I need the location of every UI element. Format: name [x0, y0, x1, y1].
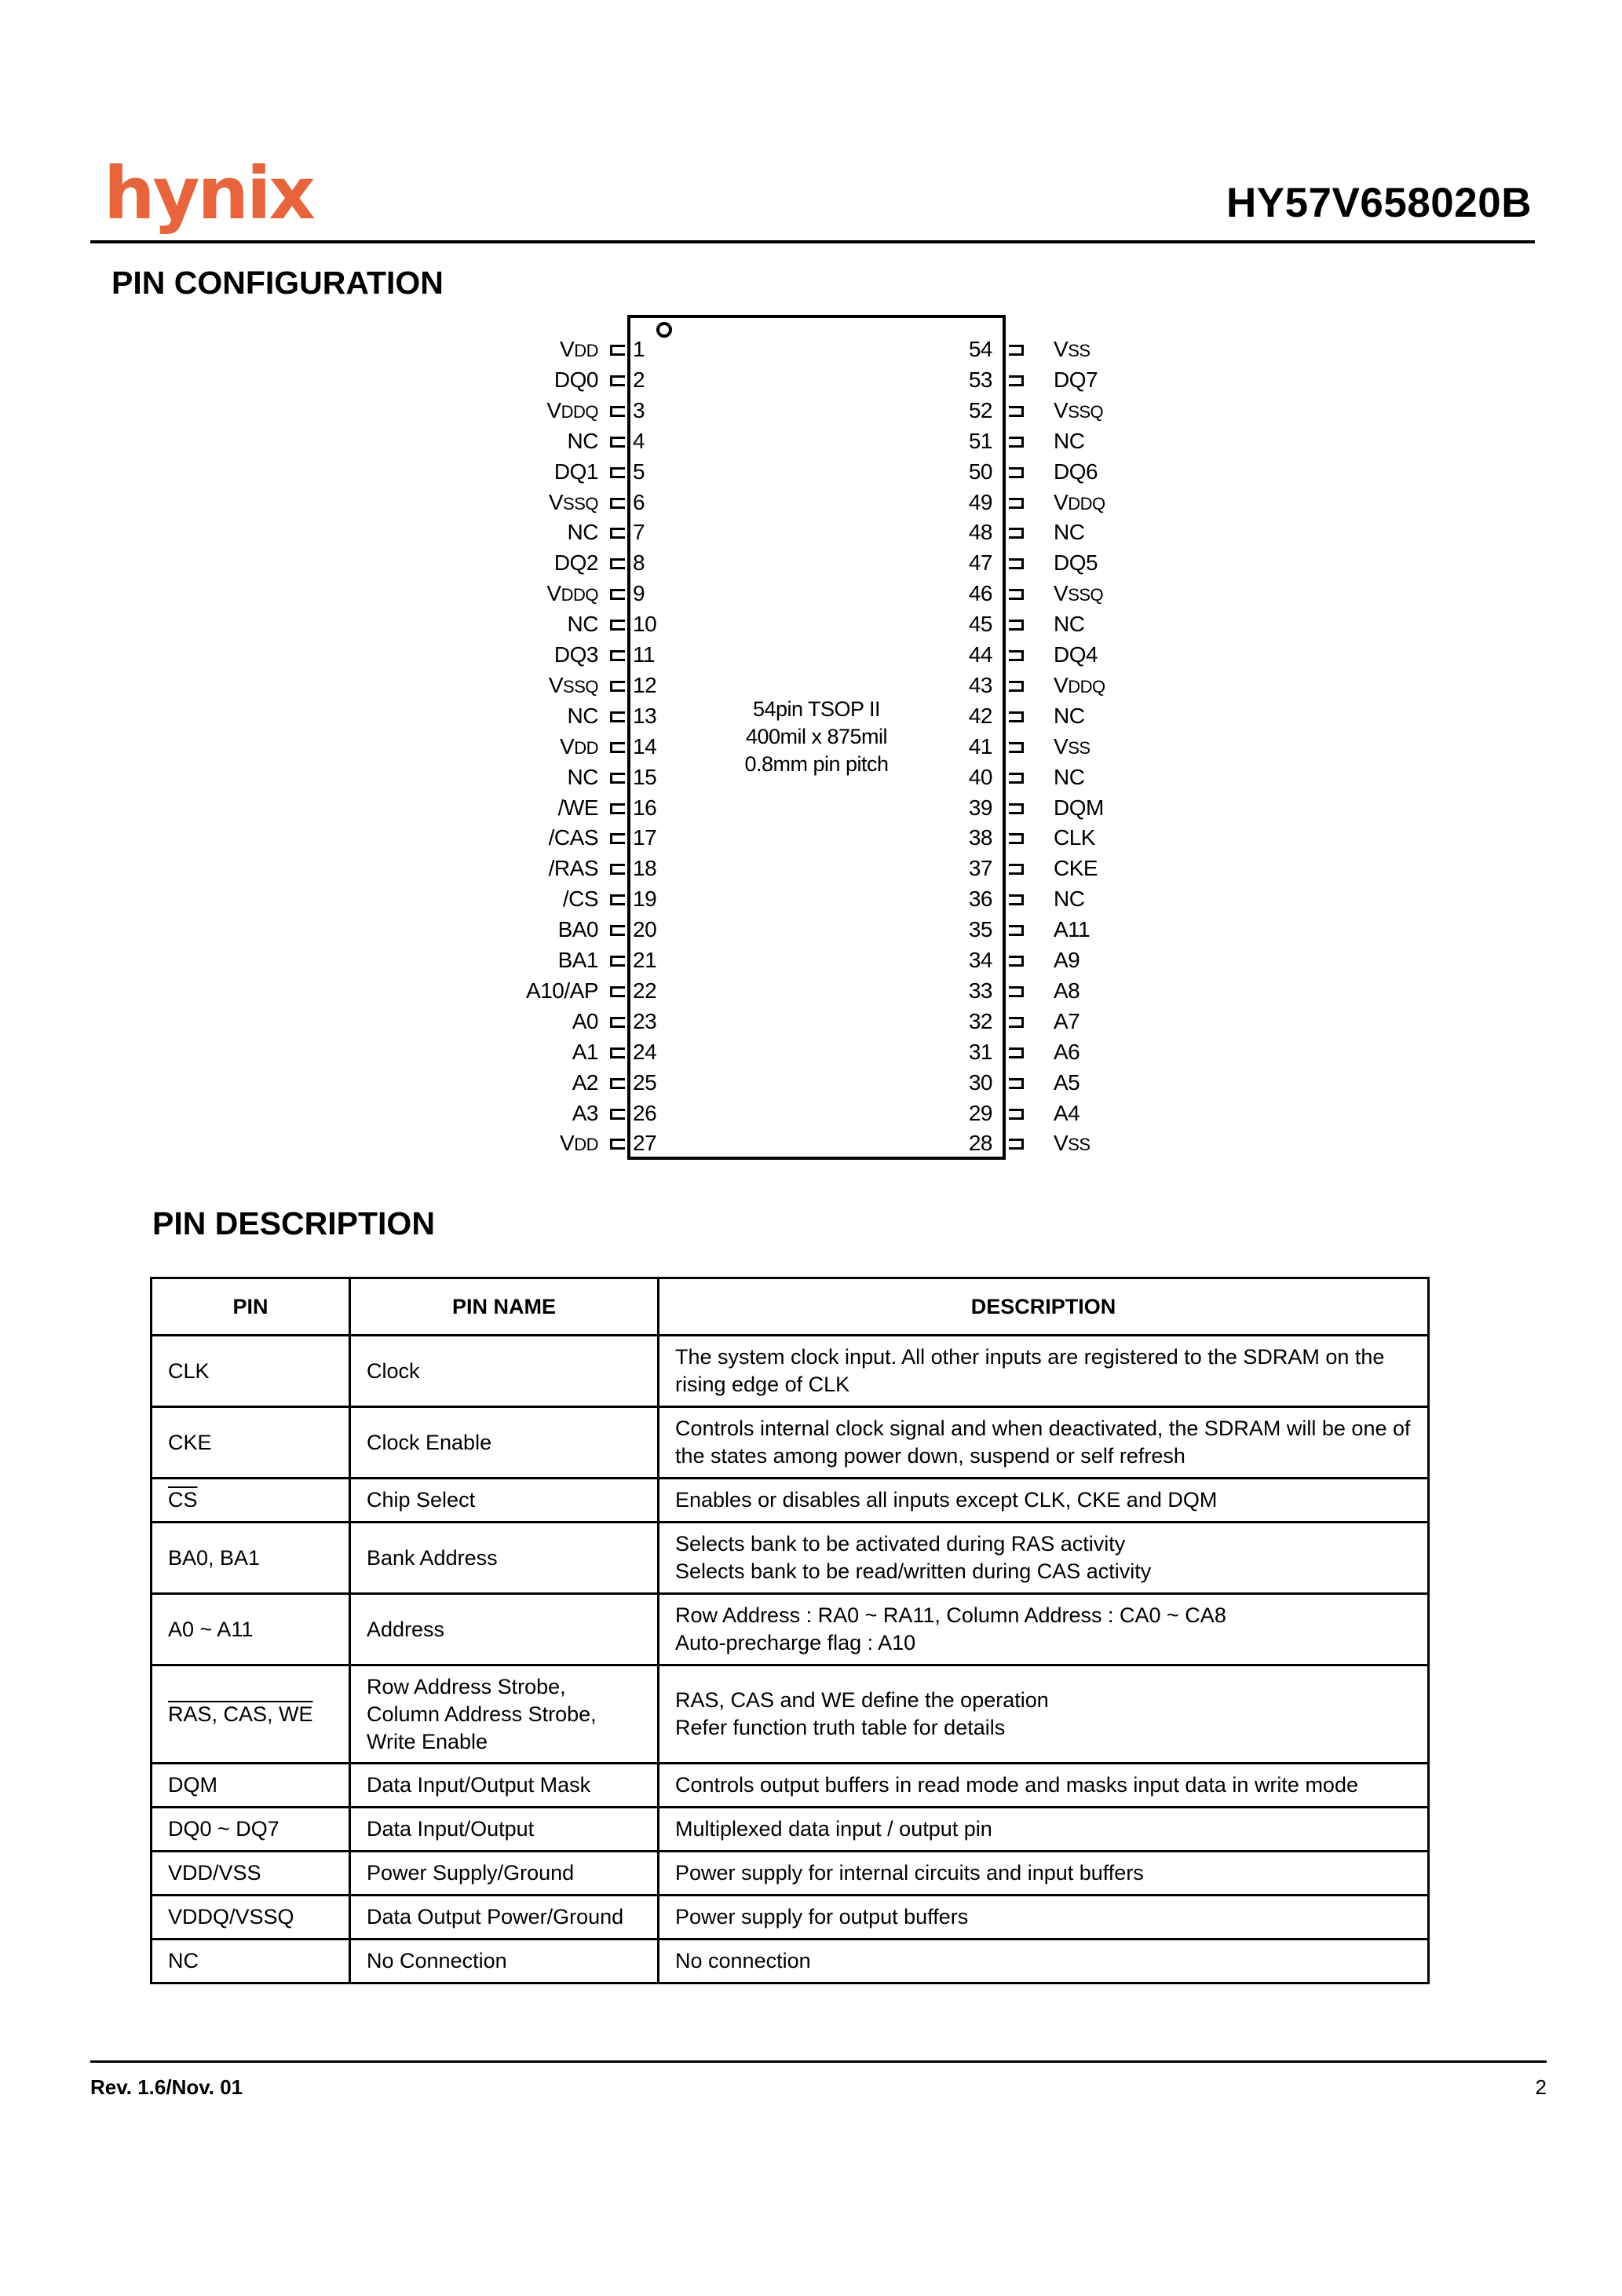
left-pin-number: 10 — [633, 612, 657, 636]
pin-lead-icon — [610, 345, 625, 356]
right-pin-name: NC — [1054, 520, 1085, 544]
pin-row — [0, 549, 1622, 577]
left-pin-number: 15 — [633, 765, 657, 789]
pin-lead-icon — [1009, 956, 1024, 967]
left-pin-name: /CAS — [548, 825, 598, 850]
table-row — [152, 1940, 1429, 1983]
left-pin-name: NC — [567, 429, 598, 453]
header-pin: PIN — [152, 1278, 350, 1336]
right-pin-name: VDDQ — [1054, 673, 1105, 697]
pin-row — [0, 488, 1622, 517]
pin-cell: VDD/VSS — [152, 1852, 350, 1896]
right-pin-number: 30 — [968, 1070, 992, 1095]
pin-lead-icon — [1009, 742, 1024, 753]
pin-name-line: Column Address Strobe, — [367, 1702, 597, 1726]
table-row — [152, 1764, 1429, 1808]
table-row — [152, 1479, 1429, 1523]
left-pin-name: NC — [567, 520, 598, 544]
description-cell — [659, 1594, 1429, 1665]
right-pin-number: 52 — [968, 398, 992, 422]
pin-lead-icon — [610, 620, 625, 631]
right-pin-number: 47 — [968, 550, 992, 575]
left-pin-name: A3 — [572, 1101, 598, 1125]
revision-label: Rev. 1.6/Nov. 01 — [90, 2075, 243, 2099]
pin-lead-icon — [610, 833, 625, 844]
pin-name-cell: No Connection — [350, 1940, 659, 1983]
pin-lead-icon — [610, 650, 625, 661]
pin-lead-icon — [1009, 1017, 1024, 1028]
description-cell: No connection — [659, 1940, 1429, 1983]
left-pin-name: A10/AP — [526, 978, 598, 1003]
pin-lead-icon — [610, 467, 625, 478]
svg-text:hynix: hynix — [104, 154, 313, 236]
pin-name-line: Row Address Strobe, — [367, 1674, 566, 1698]
left-pin-number: 5 — [633, 459, 645, 484]
description-cell — [659, 1665, 1429, 1764]
right-pin-name: NC — [1054, 887, 1085, 911]
left-pin-number: 18 — [633, 856, 657, 880]
left-pin-name: NC — [567, 704, 598, 728]
right-pin-number: 31 — [968, 1040, 992, 1064]
left-pin-name: DQ2 — [553, 550, 598, 575]
package-caption-line: 0.8mm pin pitch — [744, 752, 889, 776]
pin-lead-icon — [1009, 650, 1024, 661]
right-pin-number: 37 — [968, 856, 992, 880]
package-caption-line: 400mil x 875mil — [745, 725, 888, 748]
description-line: Refer function truth table for details — [675, 1716, 1006, 1739]
pin-name-cell: Data Input/Output — [350, 1808, 659, 1852]
left-pin-name: BA1 — [557, 948, 598, 972]
pin-lead-icon — [1009, 406, 1024, 417]
left-pin-number: 17 — [633, 825, 657, 850]
left-pin-number: 23 — [633, 1009, 657, 1033]
right-pin-number: 33 — [968, 978, 992, 1003]
pin-lead-icon — [610, 1078, 625, 1089]
right-pin-name: VSS — [1054, 1131, 1090, 1155]
pin-lead-icon — [610, 558, 625, 569]
right-pin-number: 42 — [968, 704, 992, 728]
left-pin-number: 25 — [633, 1070, 657, 1095]
left-pin-name: DQ1 — [553, 459, 598, 484]
pin-row — [0, 397, 1622, 425]
left-pin-number: 11 — [633, 642, 656, 667]
pin-lead-icon — [610, 437, 625, 448]
description-line: Auto-precharge flag : A10 — [675, 1631, 916, 1654]
left-pin-name: NC — [567, 612, 598, 636]
pin-cell: BA0, BA1 — [152, 1523, 350, 1594]
pin-lead-icon — [1009, 711, 1024, 722]
description-line: Selects bank to be activated during RAS activity — [675, 1532, 1126, 1556]
right-pin-name: A5 — [1054, 1070, 1080, 1095]
left-pin-name: VSSQ — [548, 490, 598, 514]
right-pin-number: 40 — [968, 765, 992, 789]
pin-lead-icon — [1009, 1109, 1024, 1120]
left-pin-name: A2 — [572, 1070, 598, 1095]
left-pin-number: 8 — [633, 550, 645, 575]
pin-name-cell: Data Output Power/Ground — [350, 1896, 659, 1940]
left-pin-number: 26 — [633, 1101, 657, 1125]
pin-lead-icon — [610, 894, 625, 905]
left-pin-number: 16 — [633, 795, 657, 820]
pin-lead-icon — [610, 528, 625, 539]
pin-lead-icon — [610, 1109, 625, 1120]
table-row — [152, 1852, 1429, 1896]
table-header-row — [152, 1278, 1429, 1336]
left-pin-number: 1 — [633, 337, 645, 361]
package-caption-line: 54pin TSOP II — [752, 697, 881, 721]
pin-name-line: Write Enable — [367, 1729, 488, 1753]
pin-name-cell: Clock — [350, 1336, 659, 1407]
pin-lead-icon — [610, 711, 625, 722]
pin-lead-icon — [1009, 803, 1024, 814]
description-line: Row Address : RA0 ~ RA11, Column Address : CA0 ~ CA8 — [675, 1603, 1226, 1627]
right-pin-number: 32 — [968, 1009, 992, 1033]
pin-lead-icon — [610, 406, 625, 417]
header-rule — [90, 240, 1535, 243]
left-pin-number: 22 — [633, 978, 657, 1003]
right-pin-number: 44 — [968, 642, 992, 667]
right-pin-number: 54 — [968, 337, 992, 361]
pin-cell: A0 ~ A11 — [152, 1594, 350, 1665]
part-number: HY57V658020B — [1226, 180, 1532, 226]
description-cell: The system clock input. All other inputs are registered to the SDRAM on the rising edge of CLK — [659, 1336, 1429, 1407]
description-cell: Controls internal clock signal and when deactivated, the SDRAM will be one of the states among power down, suspend or self refresh — [659, 1407, 1429, 1479]
description-cell: Power supply for internal circuits and input buffers — [659, 1852, 1429, 1896]
right-pin-number: 34 — [968, 948, 992, 972]
pin-name-cell: Power Supply/Ground — [350, 1852, 659, 1896]
left-pin-name: VDDQ — [546, 398, 598, 422]
pin-row — [0, 1007, 1622, 1036]
pin-lead-icon — [610, 375, 625, 386]
pin-description-title: PIN DESCRIPTION — [152, 1205, 435, 1241]
right-pin-number: 41 — [968, 734, 992, 759]
pin-name-cell: Chip Select — [350, 1479, 659, 1523]
left-pin-name: VDD — [560, 337, 598, 361]
description-cell — [659, 1523, 1429, 1594]
left-pin-name: VDDQ — [546, 581, 598, 605]
right-pin-number: 28 — [968, 1131, 992, 1155]
right-pin-number: 36 — [968, 887, 992, 911]
pin-lead-icon — [1009, 1047, 1024, 1058]
pin-row — [0, 733, 1622, 761]
table-row — [152, 1808, 1429, 1852]
header-description: DESCRIPTION — [659, 1278, 1429, 1336]
pin-lead-icon — [610, 681, 625, 692]
left-pin-number: 4 — [633, 429, 645, 453]
right-pin-name: A4 — [1054, 1101, 1080, 1125]
left-pin-name: VDD — [560, 734, 598, 759]
left-pin-name: /RAS — [548, 856, 598, 880]
left-pin-number: 20 — [633, 917, 657, 941]
left-pin-number: 9 — [633, 581, 645, 605]
left-pin-name: DQ0 — [553, 367, 598, 392]
left-pin-number: 6 — [633, 490, 645, 514]
pin-lead-icon — [610, 1017, 625, 1028]
description-cell: Enables or disables all inputs except CLK, CKE and DQM — [659, 1479, 1429, 1523]
pin-lead-icon — [610, 498, 625, 509]
page-number: 2 — [1535, 2075, 1547, 2099]
right-pin-name: CKE — [1054, 856, 1098, 880]
right-pin-name: DQ5 — [1054, 550, 1098, 575]
table-row — [152, 1594, 1429, 1665]
description-line: Selects bank to be read/written during CAS activity — [675, 1559, 1152, 1583]
right-pin-number: 35 — [968, 917, 992, 941]
right-pin-name: A11 — [1054, 917, 1090, 941]
hynix-logo — [104, 154, 331, 248]
pin-lead-icon — [1009, 498, 1024, 509]
pin-lead-icon — [1009, 1078, 1024, 1089]
pin-lead-icon — [1009, 833, 1024, 844]
pin-row — [0, 579, 1622, 608]
description-cell: Controls output buffers in read mode and masks input data in write mode — [659, 1764, 1429, 1808]
footer-rule — [90, 2060, 1547, 2063]
pin-row — [0, 641, 1622, 669]
left-pin-name: /WE — [557, 795, 598, 820]
pin-lead-icon — [610, 864, 625, 875]
pin-lead-icon — [610, 803, 625, 814]
right-pin-name: VSS — [1054, 734, 1090, 759]
pin-lead-icon — [610, 956, 625, 967]
left-pin-number: 19 — [633, 887, 657, 911]
pin-lead-icon — [1009, 345, 1024, 356]
right-pin-name: DQM — [1054, 795, 1104, 820]
pin-lead-icon — [1009, 864, 1024, 875]
description-cell: Power supply for output buffers — [659, 1896, 1429, 1940]
left-pin-name: A0 — [572, 1009, 598, 1033]
pin-lead-icon — [610, 589, 625, 600]
table-row — [152, 1407, 1429, 1479]
pin-cell: NC — [152, 1940, 350, 1983]
right-pin-name: NC — [1054, 612, 1085, 636]
pin-row — [0, 366, 1622, 394]
pin-configuration-title: PIN CONFIGURATION — [111, 265, 444, 301]
left-pin-number: 3 — [633, 398, 645, 422]
pin-row — [0, 794, 1622, 822]
left-pin-number: 7 — [633, 520, 645, 544]
pin-row — [0, 824, 1622, 852]
pin-row — [0, 1129, 1622, 1157]
right-pin-name: VSSQ — [1054, 581, 1104, 605]
right-pin-number: 49 — [968, 490, 992, 514]
pin-name-cell: Clock Enable — [350, 1407, 659, 1479]
right-pin-name: VDDQ — [1054, 490, 1105, 514]
pin-row — [0, 671, 1622, 700]
pin-row — [0, 458, 1622, 486]
pin-lead-icon — [1009, 925, 1024, 936]
pin-lead-icon — [1009, 467, 1024, 478]
pin-row — [0, 1099, 1622, 1128]
pin-lead-icon — [610, 1139, 625, 1150]
pin-lead-icon — [1009, 1139, 1024, 1150]
pin-ras-cas-we: RAS, CAS, WE — [168, 1702, 313, 1726]
pin-cell: DQ0 ~ DQ7 — [152, 1808, 350, 1852]
table-row — [152, 1336, 1429, 1407]
right-pin-name: DQ6 — [1054, 459, 1098, 484]
left-pin-name: DQ3 — [553, 642, 598, 667]
pin-cell — [152, 1479, 350, 1523]
left-pin-name: /CS — [562, 887, 598, 911]
pin-name-cell: Bank Address — [350, 1523, 659, 1594]
pin-cell — [152, 1665, 350, 1764]
right-pin-name: VSSQ — [1054, 398, 1104, 422]
pin-lead-icon — [1009, 894, 1024, 905]
left-pin-name: VSSQ — [548, 673, 598, 697]
description-line: RAS, CAS and WE define the operation — [675, 1688, 1049, 1712]
pin-lead-icon — [1009, 589, 1024, 600]
left-pin-name: A1 — [572, 1040, 598, 1064]
pin-row — [0, 885, 1622, 913]
right-pin-name: NC — [1054, 429, 1085, 453]
pin-lead-icon — [1009, 773, 1024, 784]
right-pin-name: DQ4 — [1054, 642, 1098, 667]
right-pin-number: 45 — [968, 612, 992, 636]
pin-lead-icon — [1009, 528, 1024, 539]
pin-row — [0, 946, 1622, 974]
left-pin-number: 27 — [633, 1131, 657, 1155]
right-pin-number: 48 — [968, 520, 992, 544]
pin-lead-icon — [1009, 437, 1024, 448]
pin-row — [0, 335, 1622, 364]
right-pin-number: 51 — [968, 429, 992, 453]
table-row — [152, 1665, 1429, 1764]
right-pin-name: VSS — [1054, 337, 1090, 361]
pin-row — [0, 763, 1622, 792]
right-pin-name: A9 — [1054, 948, 1080, 972]
pin-name-cell — [350, 1665, 659, 1764]
left-pin-number: 21 — [633, 948, 657, 972]
pin-row — [0, 1069, 1622, 1097]
pin-description-table — [150, 1277, 1430, 1984]
pin-lead-icon — [1009, 375, 1024, 386]
pin-lead-icon — [1009, 986, 1024, 997]
pin-row — [0, 854, 1622, 883]
right-pin-name: NC — [1054, 765, 1085, 789]
right-pin-name: A7 — [1054, 1009, 1080, 1033]
pin-cell: VDDQ/VSSQ — [152, 1896, 350, 1940]
right-pin-number: 29 — [968, 1101, 992, 1125]
pin-lead-icon — [610, 742, 625, 753]
pin-cs: $\overline{CS}$ — [168, 1488, 198, 1512]
pin-lead-icon — [1009, 681, 1024, 692]
pin-cell: DQM — [152, 1764, 350, 1808]
left-pin-name: BA0 — [557, 917, 598, 941]
right-pin-number: 50 — [968, 459, 992, 484]
pin-row — [0, 518, 1622, 547]
left-pin-name: NC — [567, 765, 598, 789]
left-pin-number: 2 — [633, 367, 645, 392]
right-pin-name: DQ7 — [1054, 367, 1098, 392]
right-pin-name: NC — [1054, 704, 1085, 728]
right-pin-name: A6 — [1054, 1040, 1080, 1064]
pin-lead-icon — [610, 986, 625, 997]
description-cell: Multiplexed data input / output pin — [659, 1808, 1429, 1852]
pin-lead-icon — [1009, 558, 1024, 569]
pin-row — [0, 1038, 1622, 1066]
left-pin-number: 24 — [633, 1040, 657, 1064]
right-pin-name: CLK — [1054, 825, 1095, 850]
pin-row — [0, 427, 1622, 455]
pin-cell: CKE — [152, 1407, 350, 1479]
left-pin-name: VDD — [560, 1131, 598, 1155]
table-row — [152, 1523, 1429, 1594]
right-pin-number: 43 — [968, 673, 992, 697]
left-pin-number: 12 — [633, 673, 657, 697]
left-pin-number: 13 — [633, 704, 657, 728]
right-pin-name: A8 — [1054, 978, 1080, 1003]
pin-cell: CLK — [152, 1336, 350, 1407]
table-row — [152, 1896, 1429, 1940]
right-pin-number: 39 — [968, 795, 992, 820]
right-pin-number: 46 — [968, 581, 992, 605]
pin-lead-icon — [610, 925, 625, 936]
pin-row — [0, 916, 1622, 944]
pin-name-cell: Address — [350, 1594, 659, 1665]
pin-lead-icon — [610, 773, 625, 784]
left-pin-number: 14 — [633, 734, 657, 759]
pin-row — [0, 977, 1622, 1005]
right-pin-number: 53 — [968, 367, 992, 392]
header-pin-name: PIN NAME — [350, 1278, 659, 1336]
pin-name-cell: Data Input/Output Mask — [350, 1764, 659, 1808]
pin-row — [0, 702, 1622, 730]
pin-lead-icon — [610, 1047, 625, 1058]
pin-lead-icon — [1009, 620, 1024, 631]
pin-row — [0, 610, 1622, 638]
right-pin-number: 38 — [968, 825, 992, 850]
